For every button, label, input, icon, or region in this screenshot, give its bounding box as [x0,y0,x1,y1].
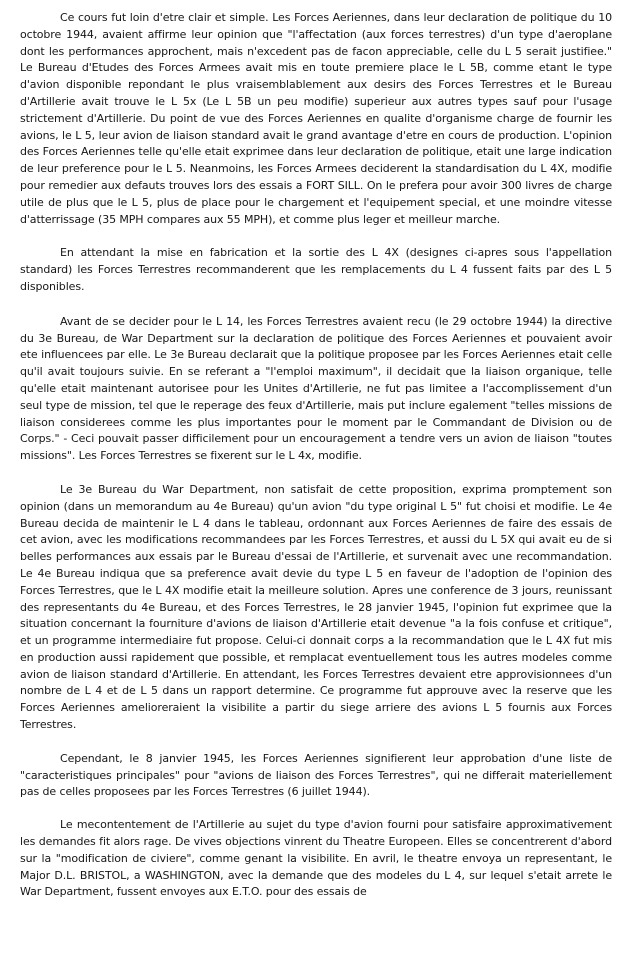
paragraph-3: Avant de se decider pour le L 14, les Forces Terrestres avaient recu (le 29 octobre 1944) la directive du 3e Bureau, de War Department sur la declaration de politique des Forces Aeriennes et pouvaient avoir ete influencees par elle. Le 3e Bureau declarait que la politique proposee par les Forces Aeriennes etait celle qu'il avait toujours suivie. En se referant a "l'emploi maximum", il decidait que la liaison organique, telle qu'elle etait maintenant autorisee pour les Unites d'Artillerie, ne fut pas limitee a l'accomplissement d'un seul type de mission, tel que le reperage des feux d'Artillerie, mais put inclure egalement "telles missions de liaison considerees comme les plus importantes pour le moment par le Commandant de Division ou de Corps." - Ceci pouvait passer difficilement pour un encouragement a tendre vers un avion de liaison "toutes missions". Les Forces Terrestres se fixerent sur le L 4x, modifie. [20,314,612,463]
paragraph-5: Cependant, le 8 janvier 1945, les Forces Aeriennes signifierent leur approbation d'une liste de "caracteristiques principales" pour "avions de liaison des Forces Terrestres", qui ne differait materiellement pas de celles proposees par les Forces Terrestres (6 juillet 1944). [20,751,612,799]
paragraph-2: En attendant la mise en fabrication et la sortie des L 4X (designes ci-apres sous l'appellation standard) les Forces Terrestres recommanderent que les remplacements du L 4 fussent faits par des L 5 disponibles. [20,246,612,293]
paragraph-6: Le mecontentement de l'Artillerie au sujet du type d'avion fourni pour satisfaire approximativement les demandes fit alors rage. De vives objections vinrent du Theatre Europeen. Elles se concentrerent d'abord sur la "modification de civiere", comme genant la visibilite. En avril, le theatre envoya un representant, le Major D.L. BRISTOL, a WASHINGTON, avec la demande que des modeles du L 4, sur lequel s'etait arrete le War Department, fussent envoyes aux E.T.O. pour des essais de [20,818,612,899]
paragraph-4: Le 3e Bureau du War Department, non satisfait de cette proposition, exprima promptement son opinion (dans un memorandum au 4e Bureau) qu'un avion "du type original L 5" fut choisi et modifie. Le 4e Bureau decida de maintenir le L 4 dans le tableau, ordonnant aux Forces Aeriennes de faire des essais de cet avion, avec les modifications recommandees par les Forces Terrestres, et aussi du L 5X qui avait eu de si belles performances aux essais par le Bureau d'essai de l'Artillerie, et survenait avec une recommandation. Le 4e Bureau indiqua que sa preference avait devie du type L 5 en faveur de l'adoption de l'opinion des Forces Terrestres, que le L 4X modifie etait la meilleure solution. Apres une conference de 3 jours, reunissant des representants du 4e Bureau, et des Forces Terrestres, le 28 janvier 1945, l'opinion fut exprimee que la situation concernant la fourniture d'avions de liaison d'Artillerie etait devenue "a la fois confuse et critique", et un programme intermediaire fut propose. Celui-ci donnait corps a la recommandation que le L 4X fut mis en production aussi rapidement que possible, et remplacat eventuellement tous les autres modeles comme avion de liaison standard d'Artillerie. En attendant, les Forces Terrestres devaient etre approvisionnees d'un nombre de L 4 et de L 5 dans un rapport determine. Ce programme fut approuve avec la reserve que les Forces Aeriennes amelioreraient la visibilite a partir du siege arriere des avions L 5 fournis aux Forces Terrestres. [20,482,612,732]
paragraph-1: Ce cours fut loin d'etre clair et simple. Les Forces Aeriennes, dans leur declaration de politique du 10 octobre 1944, avaient affirme leur opinion que "l'affectation (aux forces terrestres) d'un type d'aeroplane dont les performances approchent, mais n'excedent pas de facon appreciable, celle du L 5 serait justifiee." Le Bureau d'Etudes des Forces Armees avait mis en toute premiere place le L 5B, comme etant le type d'avion disponible repondant le plus vraisemblablement aux desirs des Forces Terrestres et le Bureau d'Artillerie avait trouve le L 5x (Le L 5B un peu modifie) superieur aux autres types sauf pour l'usage strictement d'Artillerie. Du point de vue des Forces Aeriennes en qualite d'organisme charge de fournir les avions, le L 5, leur avion de liaison standard avait le grand avantage d'etre en cours de production. L'opinion des Forces Aeriennes telle qu'elle etait exprimee dans leur declaration de politique, etait une large indication de leur preference pour le L 5. Neanmoins, les Forces Armees deciderent la standardisation du L 4X, modifie pour remedier aux defauts trouves lors des essais a FORT SILL. On le prefera pour avoir 300 livres de charge utile de plus que le L 5, plus de place pour le chargement et l'equipement special, et une moindre vitesse d'atterrissage (35 MPH compares aux 55 MPH), et comme plus leger et meilleur marche. [20,11,612,226]
